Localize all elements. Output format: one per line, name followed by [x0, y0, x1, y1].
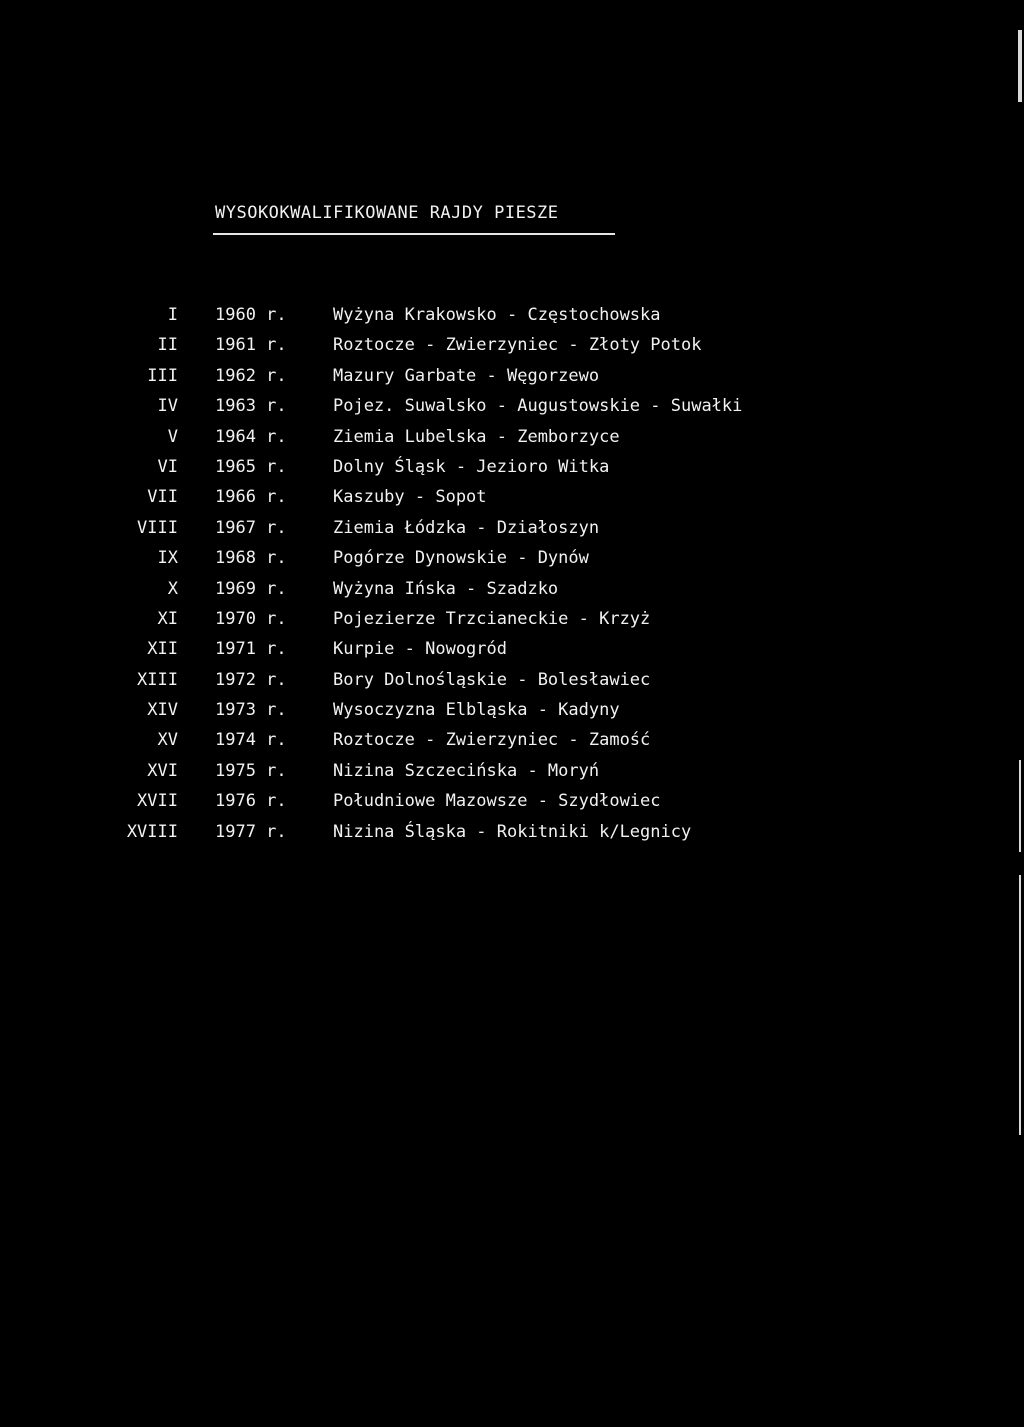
rally-place: Bory Dolnośląskie - Bolesławiec — [333, 669, 651, 690]
rally-row — [100, 364, 840, 394]
rally-row — [100, 789, 840, 819]
rally-place: Nizina Szczecińska - Moryń — [333, 760, 600, 781]
rally-number: XI — [157, 608, 178, 629]
scan-edge-mark — [1019, 760, 1021, 852]
rally-number: X — [167, 578, 178, 599]
rally-number: XII — [147, 639, 178, 660]
rally-place: Wysoczyzna Elbląska - Kadyny — [333, 700, 620, 721]
rally-list — [100, 303, 840, 850]
rally-row — [100, 698, 840, 728]
rally-row — [100, 637, 840, 667]
rally-year: 1967 r. — [215, 517, 287, 538]
rally-year: 1966 r. — [215, 487, 287, 508]
rally-row — [100, 759, 840, 789]
scan-edge-mark — [1018, 30, 1022, 102]
rally-row — [100, 820, 840, 850]
rally-row — [100, 425, 840, 455]
rally-number: II — [157, 335, 178, 356]
rally-place: Nizina Śląska - Rokitniki k/Legnicy — [333, 821, 692, 842]
rally-number: VI — [157, 456, 178, 477]
rally-place: Ziemia Lubelska - Zemborzyce — [333, 426, 620, 447]
rally-place: Pojez. Suwalsko - Augustowskie - Suwałki — [333, 396, 743, 417]
rally-number: III — [147, 365, 178, 386]
title-underline — [213, 233, 615, 235]
rally-year: 1976 r. — [215, 791, 287, 812]
rally-year: 1974 r. — [215, 730, 287, 751]
rally-row — [100, 546, 840, 576]
rally-place: Wyżyna Ińska - Szadzko — [333, 578, 559, 599]
rally-place: Południowe Mazowsze - Szydłowiec — [333, 791, 661, 812]
rally-place: Pogórze Dynowskie - Dynów — [333, 548, 589, 569]
rally-row — [100, 333, 840, 363]
rally-place: Roztocze - Zwierzyniec - Zamość — [333, 730, 651, 751]
rally-number: XV — [157, 730, 178, 751]
rally-row — [100, 303, 840, 333]
rally-place: Ziemia Łódzka - Działoszyn — [333, 517, 600, 538]
rally-row — [100, 485, 840, 515]
rally-place: Wyżyna Krakowsko - Częstochowska — [333, 305, 661, 325]
rally-year: 1975 r. — [215, 760, 287, 781]
rally-year: 1970 r. — [215, 608, 287, 629]
rally-year: 1971 r. — [215, 639, 287, 660]
rally-year: 1961 r. — [215, 335, 287, 356]
rally-year: 1969 r. — [215, 578, 287, 599]
rally-number: XIV — [147, 700, 178, 721]
rally-year: 1960 r. — [215, 305, 287, 325]
rally-place: Kaszuby - Sopot — [333, 487, 487, 508]
rally-number: IX — [157, 548, 178, 569]
document-title: WYSOKOKWALIFIKOWANE RAJDY PIESZE — [215, 203, 559, 223]
rally-place: Mazury Garbate - Węgorzewo — [333, 365, 600, 386]
rally-row — [100, 516, 840, 546]
rally-place: Kurpie - Nowogród — [333, 639, 507, 660]
rally-year: 1965 r. — [215, 456, 287, 477]
rally-year: 1968 r. — [215, 548, 287, 569]
rally-number: XVIII — [126, 821, 178, 842]
rally-number: IV — [157, 396, 178, 417]
rally-row — [100, 455, 840, 485]
rally-year: 1972 r. — [215, 669, 287, 690]
rally-number: VIII — [137, 517, 178, 538]
rally-year: 1962 r. — [215, 365, 287, 386]
rally-number: XVI — [147, 760, 178, 781]
rally-place: Pojezierze Trzcianeckie - Krzyż — [333, 608, 651, 629]
rally-number: VII — [147, 487, 178, 508]
rally-number: V — [167, 426, 178, 447]
rally-number: XVII — [137, 791, 178, 812]
scan-edge-mark — [1019, 875, 1021, 1135]
rally-row — [100, 394, 840, 424]
rally-place: Roztocze - Zwierzyniec - Złoty Potok — [333, 335, 702, 356]
rally-number: XIII — [137, 669, 178, 690]
rally-year: 1963 r. — [215, 396, 287, 417]
rally-year: 1977 r. — [215, 821, 287, 842]
rally-place: Dolny Śląsk - Jezioro Witka — [333, 456, 610, 477]
rally-year: 1964 r. — [215, 426, 287, 447]
rally-row — [100, 728, 840, 758]
rally-row — [100, 607, 840, 637]
rally-number: I — [167, 305, 178, 325]
rally-row — [100, 668, 840, 698]
rally-year: 1973 r. — [215, 700, 287, 721]
rally-row — [100, 577, 840, 607]
